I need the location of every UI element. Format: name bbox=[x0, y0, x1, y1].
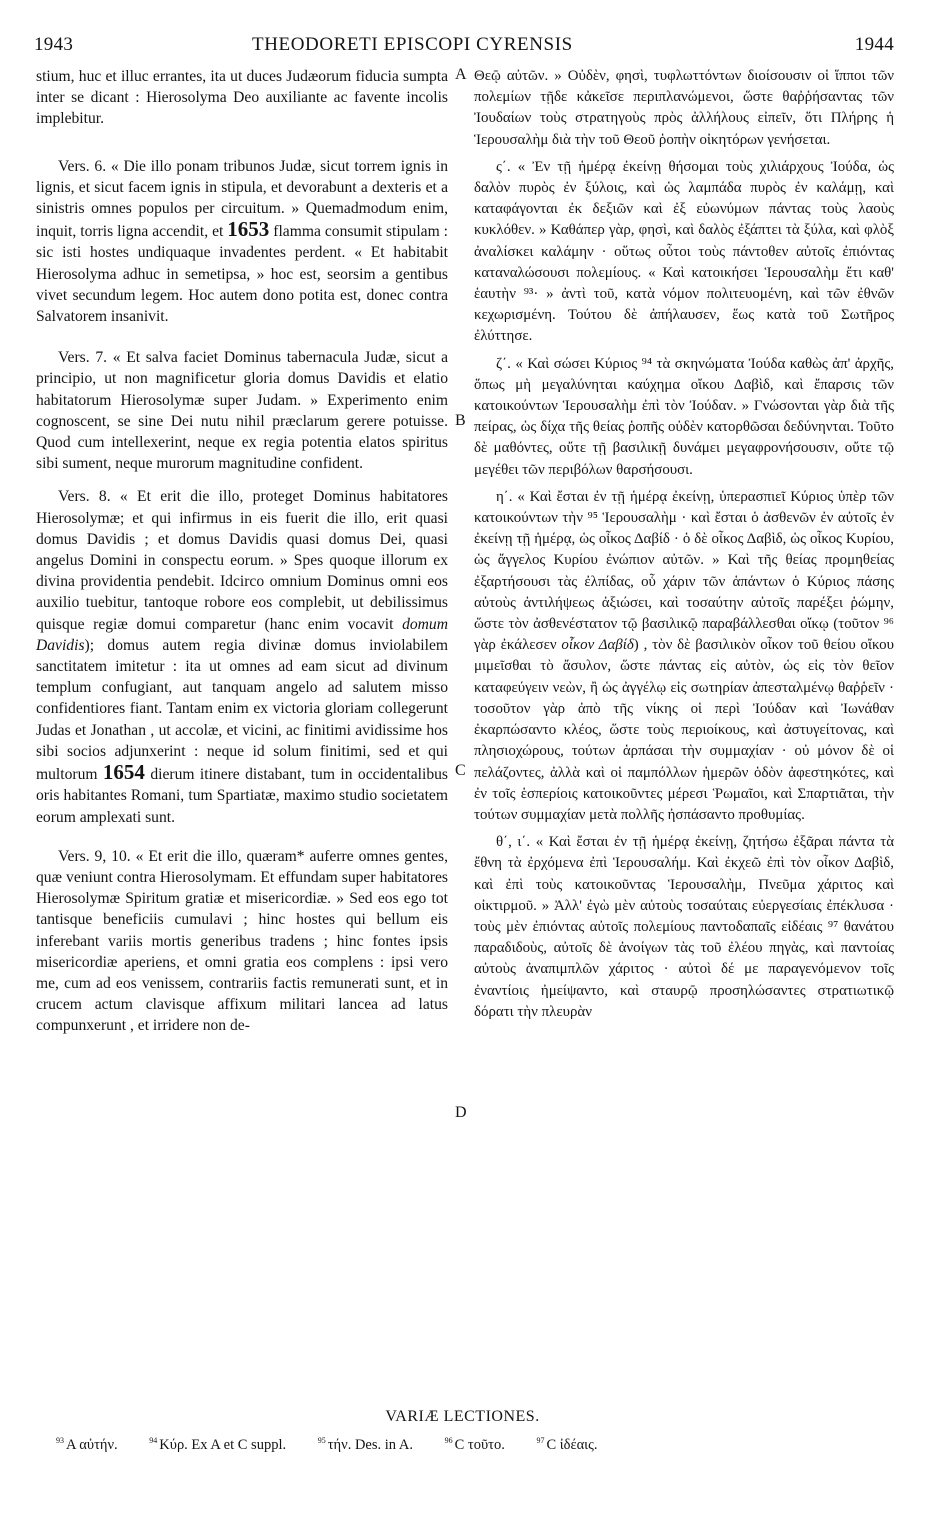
greek-column bbox=[474, 66, 894, 1406]
running-header bbox=[34, 34, 894, 64]
note-text: Α αὐτήν. bbox=[66, 1436, 118, 1453]
margin-letter-b: B bbox=[455, 412, 466, 429]
greek-paragraph-verse-8 bbox=[474, 487, 894, 826]
note-number: 95 bbox=[317, 1436, 326, 1445]
variant-note bbox=[536, 1437, 611, 1453]
latin-text: Vers. 8. « Et erit die illo, proteget Dominus habitatores Hierosolymæ; et qui infirmus in eis fuerit die illo, erit quasi domus Davidis ; et domus Davidis quasi domus Dei, quasi angelus Domini in conspectu eorum. » Spes quoque illorum ex divina providentia pendebit. Idcirco omnium Dominus omni eos auxilio tuebitur, tantoque robore eos complebit, ut debilissimus quisque regiæ domui comparetur (hanc enim vocavit bbox=[36, 488, 448, 633]
margin-letter-d: D bbox=[455, 1104, 467, 1121]
greek-paragraph-verse-9-10: θ΄, ι΄. « Καὶ ἔσται ἐν τῇ ἡμέρᾳ ἐκείνῃ, ζητήσω ἐξᾶραι πάντα τὰ ἔθνη τὰ ἐρχόμενα ἐπὶ Ἱερουσαλήμ. Καὶ ἐκχεῶ ἐπὶ τὸν οἶκον Δαβὶδ, καὶ ἐπὶ τοὺς κατοικοῦντας Ἱερουσαλὴμ, Πνεῦμα χάριτος καὶ οἰκτιρμοῦ. » Ἀλλ' ἐγὼ μὲν αὐτοὺς τοσαύταις εὐεργεσίαις ἐπέκλυσα · τοὺς μὲν ἐπιόντας αὐτοῖς πολεμίους παντοδαπαῖς εἰδέαις ⁹⁷ θανάτου παραδιδοὺς, αὐτοῖς δὲ ἀνοίγων τὰς τοῦ ἐλέου πηγὰς, καὶ παντοίας αὐτοὺς ἀναπιμπλῶν χάριτος · αὐτοὶ δέ με παραγενόμενον τοῖς ἐναντίοις ἠμείψαντο, καὶ σταυρῷ προσηλώσαντες στρατιωτικῷ δόρατι τὴν πλευρὰν bbox=[474, 834, 894, 1020]
greek-italic: οἶκον Δαβίδ bbox=[561, 637, 634, 654]
latin-paragraph-verse-8 bbox=[36, 486, 448, 827]
margin-letter-a: A bbox=[455, 66, 467, 83]
greek-text: ) , τὸν δὲ βασιλικὸν οἶκον τοῦ θείου οἴκου μιμεῖσθαι τὸ ἄσυλον, ὥστε πάντας εἰς αὐτὸν, ὡς εἰς τὸν θεῖον καταφεύγειν νεὼν, ἢ ὡς ἀγγέλῳ εἰς σωτηρίαν ἀπεσταλμένῳ θαῤῥεῖν · τοσοῦτον γὰρ ἀπὸ τῆς νίκης οἱ περὶ Ἰούδαν καὶ Ἰωνάθαν ἐκαρπώσαντο κλέος, ὥστε τοὺς περιοίκους, καὶ ἀστυγείτονας, καὶ πλησιοχώρους, τούτων ἁρπάσαι τὴν συμμαχίαν · οὐ μόνον δὲ οἱ πελάζοντες, ἀλλὰ καὶ οἱ παμπόλλων ἡμερῶν ὁδὸν ἀφεστηκότες, καὶ ἐν τοῖς ἑσπερίοις κατοικοῦντες μέρεσι Ῥωμαῖοι, καὶ Σπαρτιᾶται, τὴν τούτων συμμαχίαν μετὰ πολλῆς ἠσπάσαντο προθυμίας. bbox=[474, 637, 894, 823]
variae-lectiones-notes bbox=[56, 1436, 916, 1454]
latin-column bbox=[36, 66, 448, 1406]
greek-paragraph-verse-7: ζ΄. « Καὶ σώσει Κύριος ⁹⁴ τὰ σκηνώματα Ἰούδα καθὼς ἀπ' ἀρχῆς, ὅπως μὴ μεγαλύνηται καύχημα οἴκου Δαβὶδ, καὶ ἔπαρσις τῶν κατοικούντων Ἱερουσαλὴμ ἐπὶ τὸν Ἰούδαν. » Γνώσονται γὰρ διὰ τῆς πείρας, ὡς δίχα τῆς θείας ῥοπῆς οὐδὲν κατορθῶσαι δεδύνηνται. Τοῦτο δὲ μαθόντες, οὔτε τῇ βασιλικῇ δυνάμει μεγαφρονήσουσιν, οὔτε τῷ μεγέθει τῶν περιβόλων θαρσήσουσι. bbox=[474, 355, 894, 478]
latin-text: dierum itinere distabant, tum in occidentalibus oris habitantes Romani, tum Spartiatæ, maximo studio societatem eorum amplexati sunt. bbox=[36, 766, 448, 826]
column-number-1654: 1654 bbox=[102, 760, 145, 785]
note-text: τήν. Des. in A. bbox=[327, 1436, 413, 1453]
left-page-number: 1943 bbox=[34, 34, 74, 55]
note-number: 93 bbox=[56, 1436, 64, 1445]
column-number-1653: 1653 bbox=[227, 217, 270, 242]
variant-note bbox=[149, 1437, 300, 1453]
right-page-number: 1944 bbox=[854, 34, 894, 55]
latin-italic: domum Davidis bbox=[36, 615, 448, 654]
latin-text: ); domus autem regia divinæ domus inviolabilem sanctitatem imitetur : ita ut omnes ad eam sicut ad divinum templum confugiant, aut tanquam angelo ad salutem misso confidentiores fiant. Tantam enim ex victoria gloriam collegerunt Judas et Jonathan , ut accolæ, et vicini, ac finitimi avidissime hos sibi socios adjunxerint : neque id solum finitimi, sed et qui multorum bbox=[36, 636, 448, 784]
latin-paragraph-verse-6 bbox=[36, 156, 448, 328]
margin-letter-c: C bbox=[455, 762, 466, 779]
variant-note bbox=[318, 1437, 427, 1453]
variae-lectiones-title: VARIÆ LECTIONES. bbox=[385, 1408, 540, 1425]
note-number: 96 bbox=[444, 1436, 453, 1445]
latin-text: flamma consumit stipulam : sic isti hostes undiquaque invadentes perdent. « Et habitabit Hierosolyma adhuc in semetipsa, » hoc est, seorsim a gentibus vivet secundum legem. Hoc autem dono potita est, donec contra Salvatorem insanivit. bbox=[36, 223, 448, 326]
greek-paragraph-verse-6: ς΄. « Ἐν τῇ ἡμέρᾳ ἐκείνῃ θήσομαι τοὺς χιλιάρχους Ἰούδα, ὡς δαλὸν πυρὸς ἐν ξύλοις, καὶ ὡς λαμπάδα πυρὸς ἐν καλάμῃ, καὶ καταφάγονται ἐκ δεξιῶν καὶ ἐξ εὐωνύμων πάντας τοὺς λαοὺς κυκλόθεν. » Καθάπερ γὰρ, φησὶ, καὶ δαλὸς ἐξάπτει τὰ ξύλα, καὶ φλὸξ ἀναλίσκει καλάμην · οὕτως οὗτοι τοὺς πάντοθεν αὐτοῖς ἐπιόντας καταναλώσουσι πολεμίους. « Καὶ κατοικήσει Ἱερουσαλὴμ ἔτι καθ' ἑαυτὴν ⁹³· » ἀντὶ τοῦ, κατὰ νόμον πολιτευομένη, καὶ τῶν ἐθνῶν κεχωρισμένη. Τούτου δὲ ἀπήλαυσεν, ἕως κατὰ τοῦ Σωτῆρος ἐλύττησε. bbox=[474, 158, 894, 345]
latin-paragraph-verse-9-10: Vers. 9, 10. « Et erit die illo, quæram* auferre omnes gentes, quæ veniunt contra Hierosolymam. Et effundam super habitatores Hierosolymæ Spiritum gratiæ et misericordiæ. » Sed eos ego tot tantisque beneficiis cumulavi ; hinc hostes qui bellum eis inferebant variis mortis generibus tradens ; hinc fontes ipsis misericordiæ aperiens, et omni gratia eos complens : ipsi vero me, cum ad eos venissem, contrariis factis remunerati sunt, et in crucem actum clavisque affixum militari lancea ad latus compunxerunt , et irridere non de- bbox=[36, 847, 448, 1035]
note-text: Κύρ. Ex A et C suppl. bbox=[159, 1436, 287, 1453]
latin-paragraph-0: stium, huc et illuc errantes, ita ut duces Judæorum fiducia sumpta inter se dicant : Hierosolyma Deo auxiliante ac favente incolis implebitur. bbox=[36, 68, 448, 128]
greek-text: η΄. « Καὶ ἔσται ἐν τῇ ἡμέρᾳ ἐκείνῃ, ὑπερασπιεῖ Κύριος ὑπὲρ τῶν κατοικούντων τὴν ⁹⁵ Ἱερουσαλὴμ · καὶ ἔσται ὁ ἀσθενῶν ἐν αὐτοῖς ἐν ἐκείνῃ τῇ ἡμέρᾳ, ὡς οἶκος Δαβίδ · ὁ δὲ οἶκος Δαβὶδ, ὡς οἶκος Κυρίου, ὡς ἄγγελος Κυρίου ἐνώπιον αὐτῶν. » Καὶ τῆς θείας προμηθείας ἐξαρτήσουσι τὰς ἐλπίδας, οὗ χάριν τῶν ἁπάντων ὁ Κύριος πάσης αὐτοὺς ἀντιλήψεως ἀξιώσει, καὶ τοσαύτην αὐτοῖς παρέξει ῥώμην, ὥστε τὸν ἀσθενέστατον τῷ βασιλικῷ παραβάλλεσθαι οἴκῳ (τοῦτον ⁹⁶ γὰρ ἐκάλεσεν bbox=[474, 488, 894, 654]
latin-paragraph-verse-7: Vers. 7. « Et salva faciet Dominus tabernacula Judæ, sicut a principio, ut non magnificetur gloria domus Davidis et elatio habitatorum Hierosolymæ super Judam. » Experimento enim cognoscent, se sine Dei nutu nihil præclarum gerere potuisse. Quod cum intellexerint, neque ex regia potentia elatos spiritus sibi sument, neque murorum magnitudine confident. bbox=[36, 349, 448, 473]
note-number: 94 bbox=[149, 1436, 158, 1445]
variant-note bbox=[445, 1437, 519, 1453]
note-text: C ἰδέαις. bbox=[546, 1436, 598, 1453]
note-number: 97 bbox=[536, 1436, 545, 1445]
note-text: C τοῦτο. bbox=[454, 1436, 505, 1453]
greek-paragraph-0: Θεῷ αὐτῶν. » Οὐδὲν, φησὶ, τυφλωττόντων διοίσουσιν οἱ ἵπποι τῶν πολεμίων τῇδε κἀκεῖσε περιπλανώμενοι, ὥστε θαῤῥήσαντας τῶν Ἰουδαίων τοὺς στρατηγοὺς πρὸς ἀλλήλους εἰπεῖν, ὅτι Πλήρης ἡ Ἱερουσαλὴμ διὰ τὴν τοῦ Θεοῦ ῥοπὴν οἰκητόρων γενήσεται. bbox=[474, 68, 894, 148]
latin-text: Vers. 6. « Die illo ponam tribunos Judæ, sicut torrem ignis in lignis, et sicut facem ignis in stipula, et devorabunt a dexteris et a sinistris omnes populos per circuitum. » Quemadmodum enim, inquit, torris ligna accendit, et bbox=[36, 157, 448, 241]
running-title: THEODORETI EPISCOPI CYRENSIS bbox=[252, 34, 573, 55]
variant-note bbox=[56, 1437, 132, 1453]
